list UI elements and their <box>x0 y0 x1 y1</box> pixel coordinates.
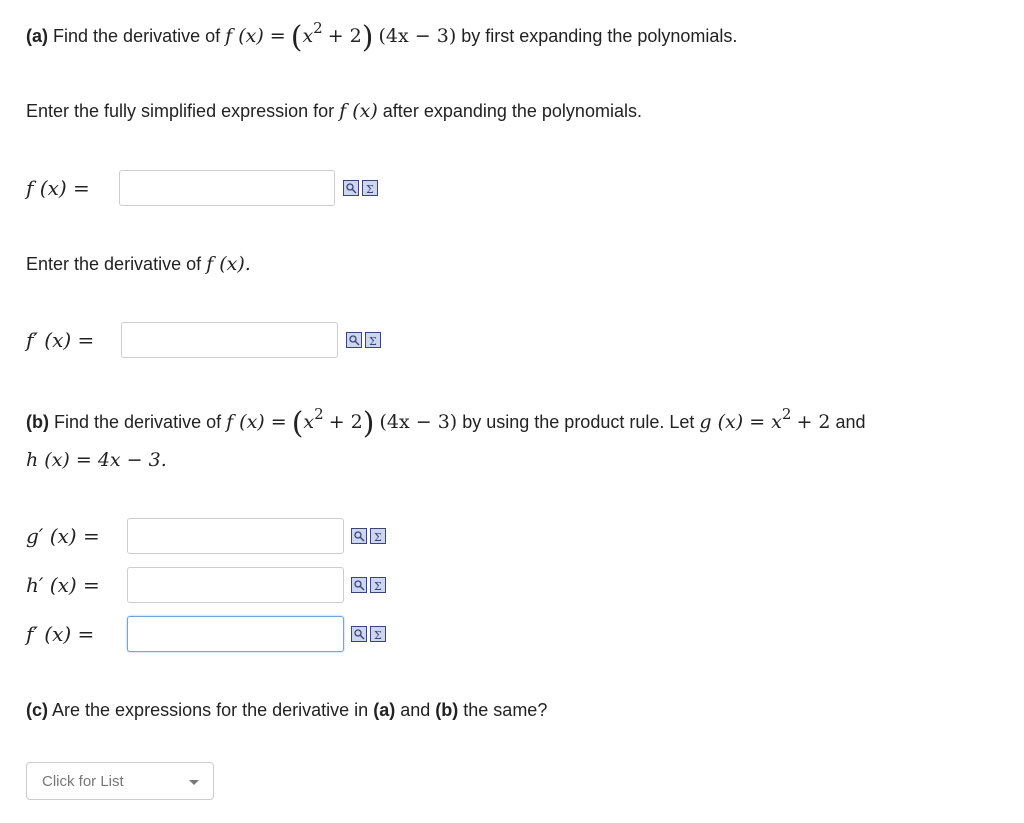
hprime-tools <box>351 577 386 593</box>
answer-row-fprime-a <box>26 320 94 360</box>
gprime-tools <box>351 528 386 544</box>
equation-editor-icon[interactable] <box>365 332 381 348</box>
part-b-h-definition: h (x) = 4x − 3. <box>26 449 167 471</box>
part-a-instruction-1: Enter the fully simplified expression for f (x) after expanding the polynomials. <box>26 100 642 122</box>
preview-icon[interactable] <box>343 180 359 196</box>
fprime-b-answer-input[interactable] <box>127 616 344 652</box>
gprime-label: g′ (x) = <box>26 524 100 548</box>
fx-tools <box>343 180 378 196</box>
svg-text:Σ: Σ <box>374 629 382 641</box>
part-b-question: (b) Find the derivative of f $(x) = (x^2 + 2) (4x - 3)$ by using the product rule. Let g $(x) = x^2 + 2$ and <box>26 405 866 441</box>
fprime-a-answer-input[interactable] <box>121 322 338 358</box>
fprime-a-tools <box>346 332 381 348</box>
svg-text:Σ: Σ <box>374 580 382 592</box>
preview-icon[interactable] <box>346 332 362 348</box>
part-b-label: (b) <box>26 412 49 432</box>
part-a-label: (a) <box>26 26 48 46</box>
equation-editor-icon[interactable] <box>370 626 386 642</box>
preview-icon[interactable] <box>351 577 367 593</box>
part-a-function: f (x) = <box>225 25 286 47</box>
part-a-question: (a) Find the derivative of f $(x) = (x^2 + 2) (4x - 3)$ by first expanding the polynomials. <box>26 19 738 55</box>
preview-icon[interactable] <box>351 528 367 544</box>
part-c-label: (c) <box>26 700 48 720</box>
fprime-b-label: f′ (x) = <box>26 622 95 646</box>
preview-icon[interactable] <box>351 626 367 642</box>
answer-row-fprime-b <box>26 614 94 654</box>
hprime-answer-input[interactable] <box>127 567 344 603</box>
fprime-b-tools <box>351 626 386 642</box>
gprime-answer-input[interactable] <box>127 518 344 554</box>
chevron-down-icon <box>189 780 199 785</box>
svg-text:Σ: Σ <box>374 531 382 543</box>
part-a-instruction-2: Enter the derivative of f (x). <box>26 253 251 275</box>
answer-row-hprime <box>26 565 100 605</box>
answer-row-fx <box>26 168 90 208</box>
fx-answer-input[interactable] <box>119 170 335 206</box>
same-answer-select[interactable] <box>26 762 214 800</box>
svg-text:Σ: Σ <box>369 335 377 347</box>
equation-editor-icon[interactable] <box>370 528 386 544</box>
select-placeholder: Click for List <box>42 772 124 790</box>
fprime-a-label: f′ (x) = <box>26 328 95 352</box>
hprime-label: h′ (x) = <box>26 573 100 597</box>
part-c-question: (c) Are the expressions for the derivative in (a) and (b) the same? <box>26 700 548 720</box>
equation-editor-icon[interactable] <box>370 577 386 593</box>
equation-editor-icon[interactable] <box>362 180 378 196</box>
fx-label: f (x) = <box>26 176 90 200</box>
answer-row-gprime <box>26 516 100 556</box>
svg-text:Σ: Σ <box>366 183 374 195</box>
